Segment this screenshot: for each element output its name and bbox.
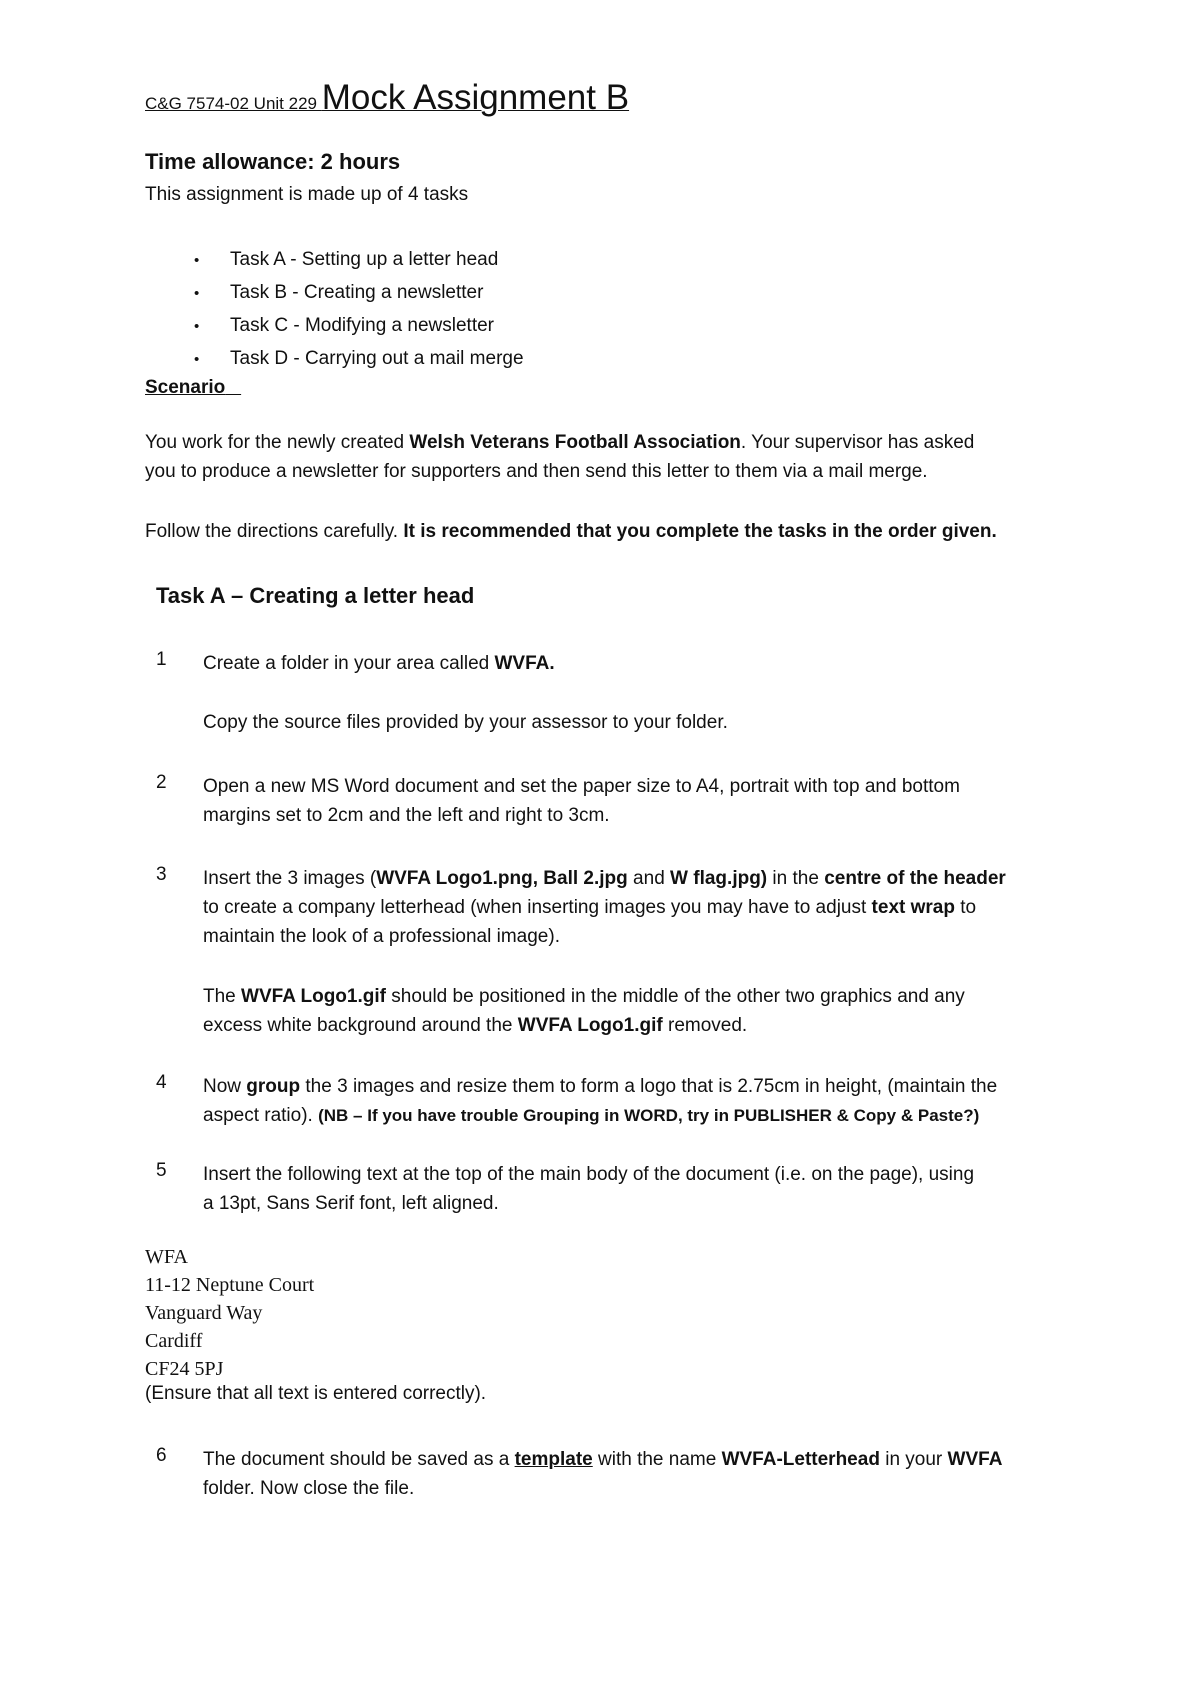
list-item: [194, 315, 199, 337]
list-item-text: Task D - Carrying out a mail merge: [230, 348, 524, 369]
document-title: [145, 75, 629, 127]
task-a-heading: Task A – Creating a letter head: [156, 583, 475, 608]
step-2: [203, 772, 960, 830]
file-names: W flag.jpg): [670, 868, 768, 889]
list-item-text: Task C - Modifying a newsletter: [230, 315, 494, 336]
folder-name: WVFA.: [494, 653, 555, 674]
step-text: with the name: [592, 1449, 722, 1470]
step-text: to: [954, 897, 977, 918]
address-block: [145, 1243, 314, 1383]
step-text: Insert the 3 images (: [203, 868, 377, 889]
step-text: The document should be saved as a: [203, 1449, 515, 1470]
step-text: should be positioned in the middle of the other two graphics and any: [385, 986, 965, 1007]
file-names: WVFA Logo1.gif: [241, 986, 386, 1007]
step-number: 4: [156, 1072, 167, 1093]
group-keyword: group: [246, 1076, 301, 1097]
file-names: WVFA-Letterhead: [721, 1449, 880, 1470]
step-5: [203, 1160, 974, 1218]
step-text: Now: [203, 1076, 247, 1097]
list-item: [194, 249, 199, 271]
step-text: to create a company letterhead (when inserting images you may have to adjust: [203, 897, 872, 918]
address-line: Vanguard Way: [145, 1302, 263, 1324]
step-text: excess white background around the: [203, 1015, 518, 1036]
scenario-text: . Your supervisor has asked: [740, 432, 975, 453]
step-text: the 3 images and resize them to form a logo that is 2.75cm in height, (maintain the: [300, 1076, 998, 1097]
template-keyword: template: [514, 1449, 593, 1470]
step-text: Insert the following text at the top of the main body of the document (i.e. on the page), using: [203, 1164, 975, 1185]
scenario-heading: [145, 377, 241, 399]
step-text: aspect ratio).: [203, 1105, 319, 1126]
follow-paragraph: [145, 517, 997, 546]
step-6: [203, 1445, 1002, 1503]
step-number: 6: [156, 1445, 167, 1466]
title-main: Mock Assignment B: [321, 78, 630, 117]
scenario-heading-text: Scenario: [145, 377, 226, 398]
step-3-logo-note: [203, 982, 965, 1040]
scenario-text: You work for the newly created: [145, 432, 410, 453]
step-3: [203, 864, 1006, 951]
file-names: WVFA Logo1.gif: [517, 1015, 663, 1036]
follow-bold-text: It is recommended that you complete the tasks in the order given.: [403, 521, 997, 542]
nb-note: (NB – If you have trouble Grouping in WORD, try in PUBLISHER & Copy & Paste?): [318, 1106, 980, 1125]
step-text: margins set to 2cm and the left and right to 3cm.: [203, 805, 610, 826]
step-text: and: [627, 868, 671, 889]
ensure-note: (Ensure that all text is entered correctly).: [145, 1383, 487, 1404]
file-names: WVFA Logo1.png, Ball 2.jpg: [376, 868, 628, 889]
scenario-text: you to produce a newsletter for supporters and then send this letter to them via a mail merge.: [145, 461, 928, 482]
address-line: CF24 5PJ: [145, 1358, 224, 1380]
step-text: Create a folder in your area called: [203, 653, 495, 674]
list-item: [194, 348, 199, 370]
step-number: 3: [156, 864, 167, 885]
step-1-copy: Copy the source files provided by your assessor to your folder.: [203, 712, 728, 733]
address-line: WFA: [145, 1246, 188, 1268]
scenario-paragraph: [145, 428, 974, 486]
text-wrap: text wrap: [871, 897, 955, 918]
step-text: removed.: [662, 1015, 748, 1036]
step-number: 2: [156, 772, 167, 793]
title-prefix: C&G 7574-02 Unit 229: [145, 94, 322, 113]
step-4: [203, 1072, 997, 1130]
step-text: in the: [767, 868, 825, 889]
step-number: 1: [156, 649, 167, 670]
list-item: [194, 282, 199, 304]
step-1: [203, 649, 555, 678]
step-text: in your: [879, 1449, 948, 1470]
step-text: maintain the look of a professional image).: [203, 926, 560, 947]
step-text: folder. Now close the file.: [203, 1478, 415, 1499]
header-location: centre of the header: [824, 868, 1006, 889]
bullet-icon: •: [194, 252, 200, 269]
bullet-icon: •: [194, 285, 200, 302]
list-item-text: Task A - Setting up a letter head: [230, 249, 499, 270]
bullet-icon: •: [194, 351, 200, 368]
org-name: Welsh Veterans Football Association: [409, 432, 741, 453]
step-text: a 13pt, Sans Serif font, left aligned.: [203, 1193, 499, 1214]
step-text: The: [203, 986, 242, 1007]
list-item-text: Task B - Creating a newsletter: [230, 282, 484, 303]
time-allowance: Time allowance: 2 hours: [145, 149, 401, 174]
address-line: 11-12 Neptune Court: [145, 1274, 315, 1296]
bullet-icon: •: [194, 318, 200, 335]
step-text: Open a new MS Word document and set the paper size to A4, portrait with top and bottom: [203, 776, 960, 797]
folder-name: WVFA: [947, 1449, 1003, 1470]
follow-text: Follow the directions carefully.: [145, 521, 404, 542]
intro-tasks: This assignment is made up of 4 tasks: [145, 184, 469, 205]
step-number: 5: [156, 1160, 167, 1181]
address-line: Cardiff: [145, 1330, 203, 1352]
